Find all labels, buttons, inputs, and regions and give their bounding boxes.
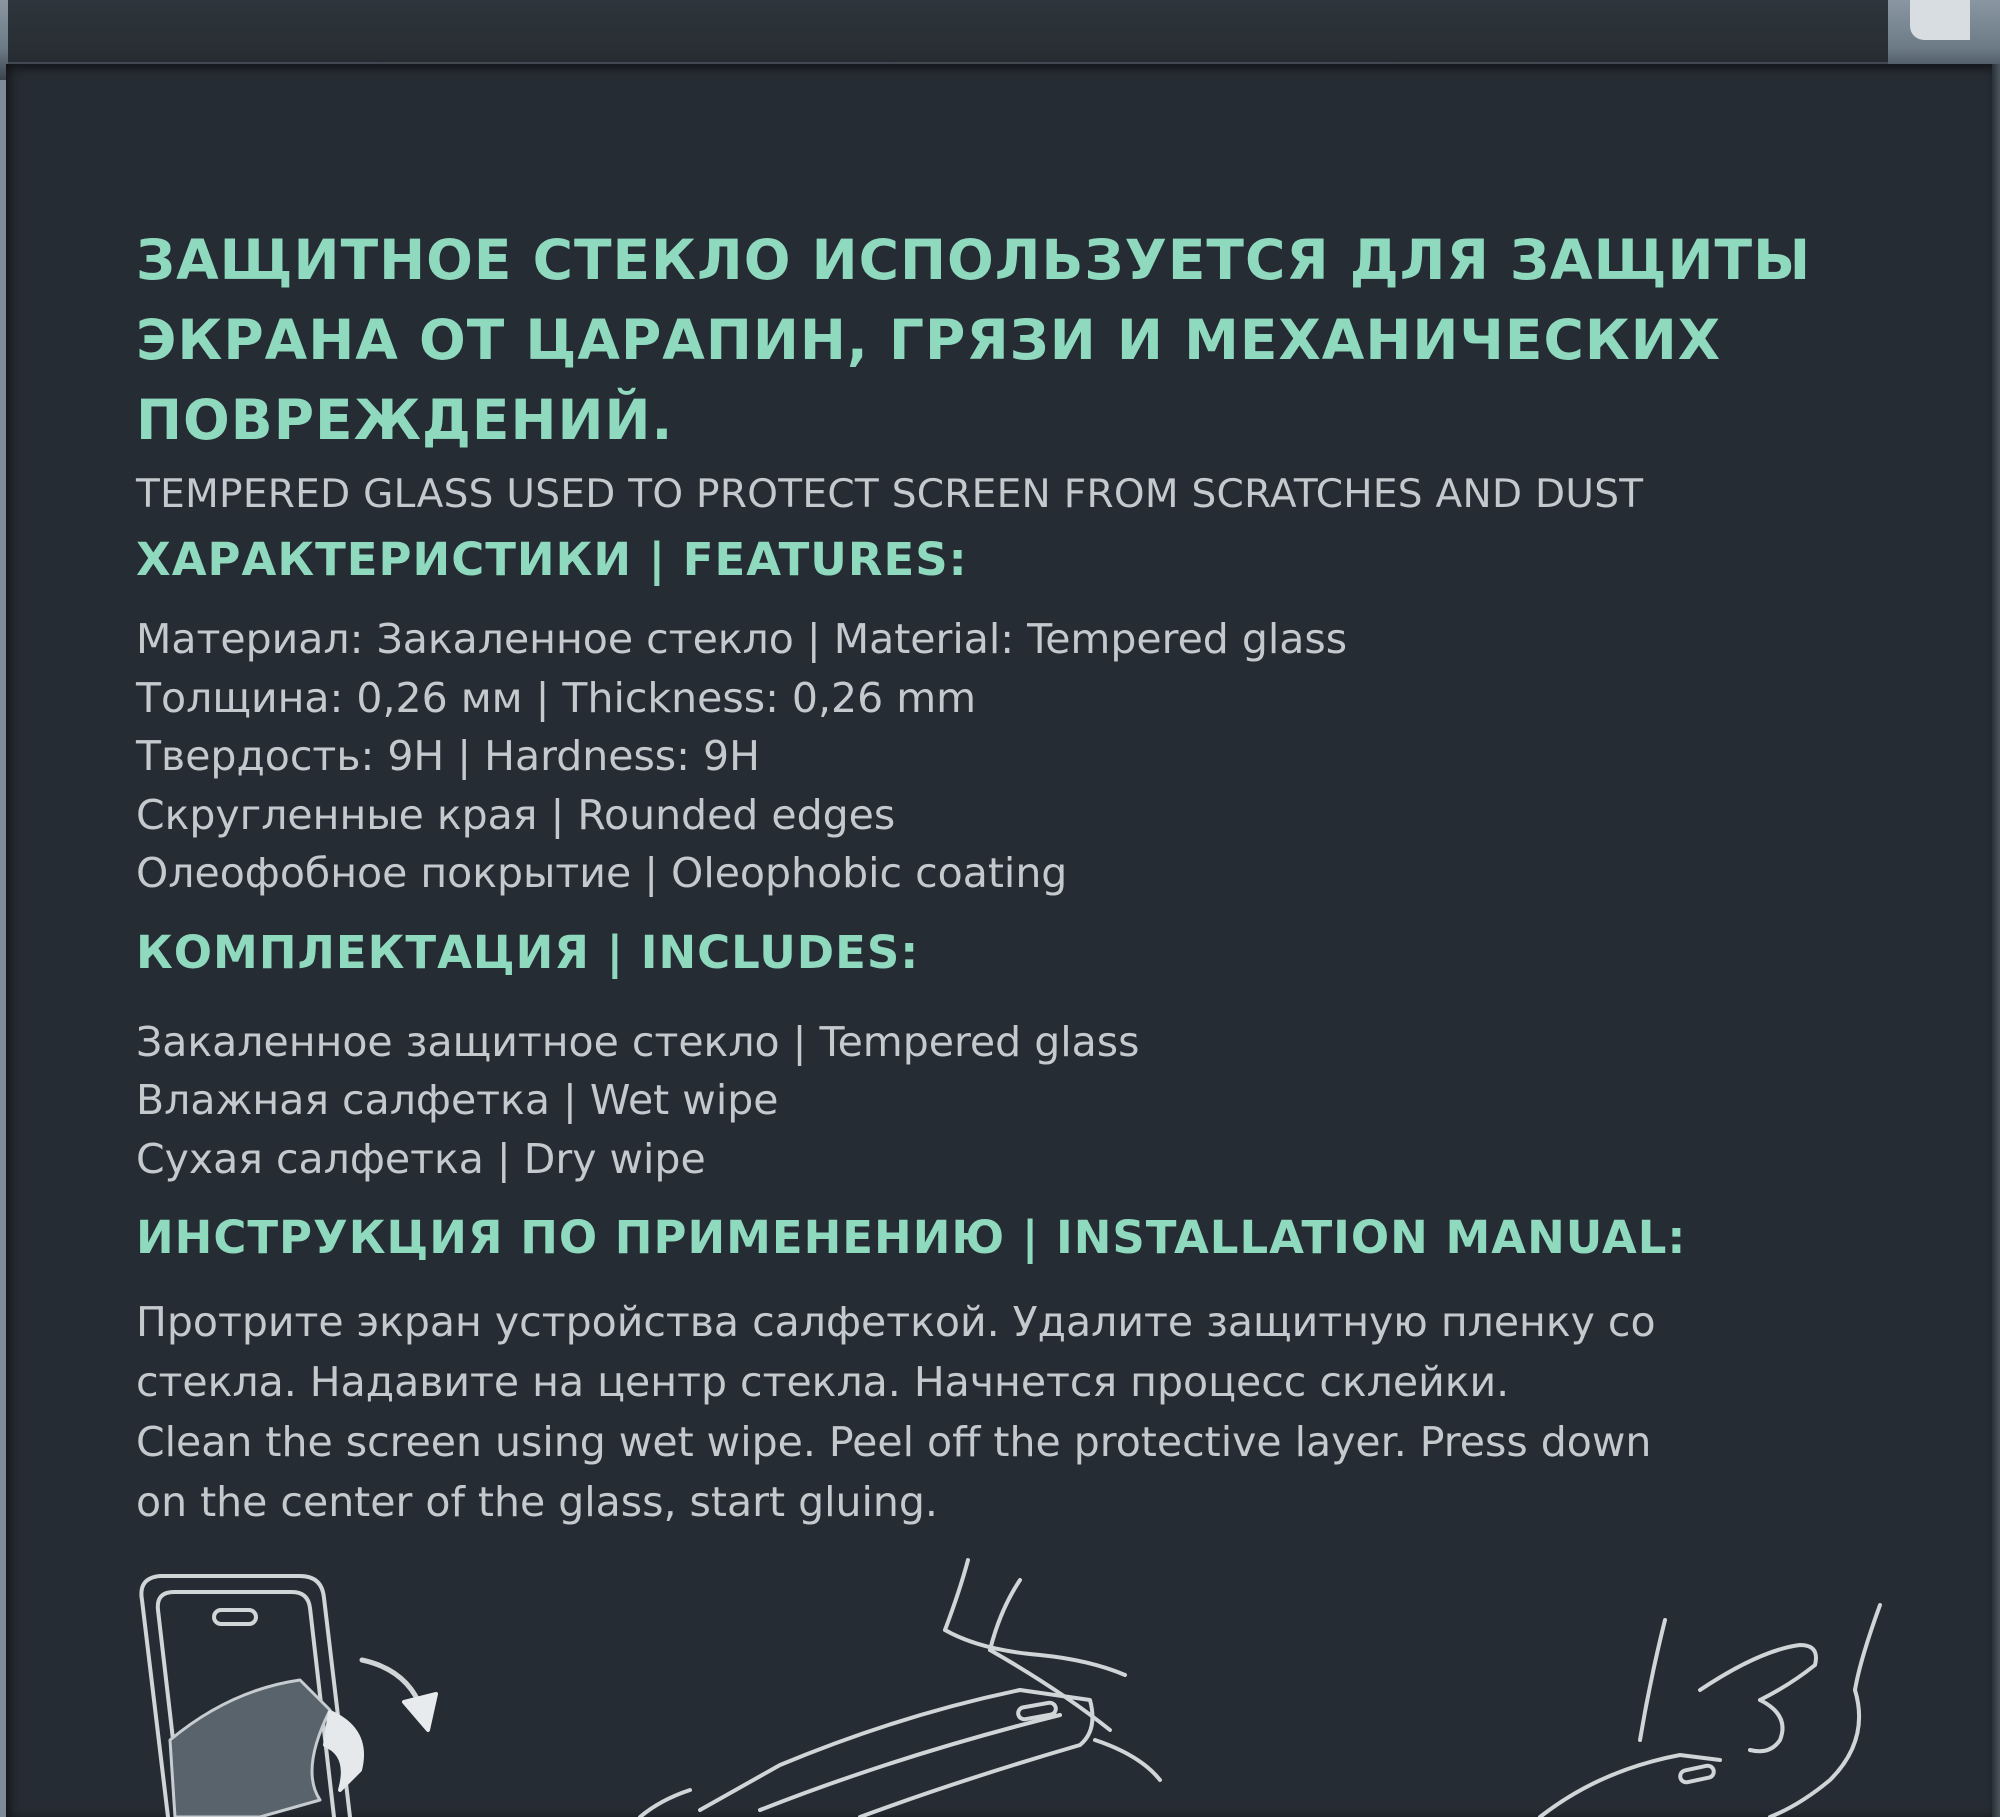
phone-peel-film-illustration xyxy=(141,1576,436,1817)
hand-place-glass-illustration xyxy=(640,1560,1160,1817)
phone-under-finger xyxy=(1540,1755,1720,1817)
hand-arm-lower xyxy=(990,1580,1020,1650)
hand-arm-upper xyxy=(945,1560,968,1630)
headline-line-2: ЭКРАНА ОТ ЦАРАПИН, ГРЯЗИ И МЕХАНИЧЕСКИХ xyxy=(136,308,1722,372)
peeled-film xyxy=(170,1680,330,1817)
manual-text xyxy=(136,1292,1916,1532)
hand-fingers xyxy=(945,1630,1125,1675)
feature-thickness: Толщина: 0,26 мм | Thickness: 0,26 mm xyxy=(136,673,977,722)
hand-back xyxy=(1770,1690,1859,1817)
pointing-finger xyxy=(1700,1645,1816,1700)
wrist-line-2 xyxy=(1855,1605,1880,1690)
package-text xyxy=(136,220,1916,1532)
headline xyxy=(136,220,1916,460)
english-subheadline: TEMPERED GLASS USED TO PROTECT SCREEN FROM SCRATCHES AND DUST xyxy=(136,472,1644,517)
include-tempered-glass: Закаленное защитное стекло | Tempered glass xyxy=(136,1017,1140,1066)
installation-illustrations xyxy=(0,1540,2000,1817)
feature-hardness: Твердость: 9H | Hardness: 9H xyxy=(136,732,760,780)
include-wet-wipe: Влажная салфетка | Wet wipe xyxy=(136,1076,779,1124)
features-title: ХАРАКТЕРИСТИКИ | FEATURES: xyxy=(136,533,968,586)
phone-edge-left xyxy=(640,1790,690,1817)
feature-material: Материал: Закаленное стекло | Material: Tempered glass xyxy=(136,615,1348,663)
manual-ru-line-2: стекла. Надавите на центр стекла. Начнется процесс склейки. xyxy=(136,1358,1510,1406)
include-dry-wipe: Сухая салфетка | Dry wipe xyxy=(136,1134,706,1183)
phone-edge-right xyxy=(1095,1740,1160,1780)
includes-list xyxy=(136,1013,1916,1189)
top-flap xyxy=(8,0,1888,64)
glass-sheet xyxy=(700,1690,1092,1817)
manual-en-line-1: Clean the screen using wet wipe. Peel off the protective layer. Press down xyxy=(136,1418,1652,1466)
manual-en-line-2: on the center of the glass, start gluing. xyxy=(136,1478,938,1526)
earpiece xyxy=(214,1610,256,1624)
finger-press-center-illustration xyxy=(1540,1605,1880,1817)
manual-ru-line-1: Протрите экран устройства салфеткой. Удалите защитную пленку со xyxy=(136,1298,1656,1346)
manual-title: ИНСТРУКЦИЯ ПО ПРИМЕНЕНИЮ | INSTALLATION MANUAL: xyxy=(136,1211,1687,1264)
feature-oleophobic-coating: Олеофобное покрытие | Oleophobic coating xyxy=(136,849,1068,897)
box-hook xyxy=(1910,0,1970,40)
features-list xyxy=(136,610,1916,903)
curved-arrow-head xyxy=(404,1694,436,1730)
headline-line-1: ЗАЩИТНОЕ СТЕКЛО ИСПОЛЬЗУЕТСЯ ДЛЯ ЗАЩИТЫ xyxy=(136,228,1812,292)
finger-knuckles xyxy=(1750,1700,1783,1751)
headline-line-3: ПОВРЕЖДЕНИЙ. xyxy=(136,388,674,452)
wrist-line-1 xyxy=(1640,1620,1665,1740)
includes-title: КОМПЛЕКТАЦИЯ | INCLUDES: xyxy=(136,925,920,979)
feature-rounded-edges: Скругленные края | Rounded edges xyxy=(136,790,896,839)
phone-earpiece-step3 xyxy=(1679,1765,1715,1784)
